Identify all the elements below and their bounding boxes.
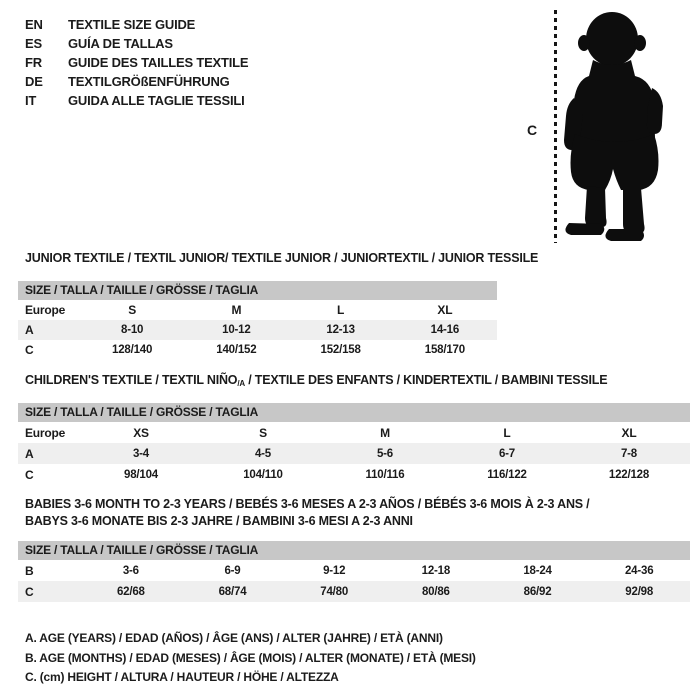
size-cell: L <box>503 425 511 440</box>
junior-table-title: JUNIOR TEXTILE / TEXTIL JUNIOR/ TEXTILE JUNIOR / JUNIORTEXTIL / JUNIOR TESSILE <box>25 251 539 265</box>
lang-code: ES <box>25 36 42 51</box>
height-cell: 98/104 <box>124 468 158 481</box>
size-cell: L <box>337 303 345 317</box>
age-cell: 8-10 <box>121 324 144 336</box>
measure-legend <box>25 629 476 688</box>
row-label: Europe <box>25 425 66 440</box>
size-header-bar: SIZE / TALLA / TAILLE / GRÖSSE / TAGLIA <box>18 541 690 560</box>
height-cell: 92/98 <box>625 585 654 598</box>
children-size-table <box>18 403 690 485</box>
size-cell: M <box>231 303 242 317</box>
junior-size-table <box>18 281 497 360</box>
height-cell: 140/152 <box>216 344 257 356</box>
age-cell: 6-7 <box>498 447 516 460</box>
age-cell: 12-13 <box>326 324 355 336</box>
age-cell: 18-24 <box>523 564 552 577</box>
measure-label-c: C <box>527 122 537 138</box>
age-cell: 6-9 <box>224 564 241 577</box>
size-cell: XL <box>437 303 453 317</box>
size-cell: S <box>128 303 137 317</box>
age-cell: 7-8 <box>620 447 638 460</box>
children-title-post: / TEXTILE DES ENFANTS / KINDERTEXTIL / BAMBINI TESSILE <box>244 373 608 387</box>
row-label: C <box>25 584 34 599</box>
height-dotted-line <box>554 10 557 243</box>
height-cell: 74/80 <box>320 585 349 598</box>
row-label: C <box>25 343 34 357</box>
height-cell: 128/140 <box>112 344 153 356</box>
age-cell: 24-36 <box>624 564 654 577</box>
table-row <box>18 443 690 464</box>
children-table-title <box>25 373 607 388</box>
lang-label: GUIDE DES TAILLES TEXTILE <box>68 55 249 70</box>
height-cell: 62/68 <box>116 585 145 598</box>
babies-table-title <box>25 496 589 530</box>
row-label: A <box>25 323 34 337</box>
age-cell: 3-4 <box>132 447 150 460</box>
height-cell: 86/92 <box>523 585 552 598</box>
age-cell: 3-6 <box>122 564 139 577</box>
row-label: Europe <box>25 303 66 317</box>
table-row <box>18 320 497 340</box>
table-row <box>18 464 690 485</box>
height-cell: 104/110 <box>243 468 283 481</box>
lang-label: GUÍA DE TALLAS <box>68 36 173 51</box>
size-cell: XL <box>621 425 637 440</box>
height-cell: 68/74 <box>218 585 247 598</box>
legend-line-a: A. AGE (YEARS) / EDAD (AÑOS) / ÂGE (ANS) / ALTER (JAHRE) / ETÀ (ANNI) <box>25 631 443 645</box>
height-cell: 158/170 <box>424 344 465 356</box>
children-title-pre: CHILDREN'S TEXTILE / TEXTIL NIÑO <box>25 373 238 387</box>
row-label: A <box>25 446 34 461</box>
babies-title-line2: BABYS 3-6 MONATE BIS 2-3 JAHRE / BAMBINI 3-6 MESI A 2-3 ANNI <box>25 514 413 528</box>
size-cell: S <box>259 425 267 440</box>
lang-code: IT <box>25 93 37 108</box>
height-cell: 80/86 <box>421 585 450 598</box>
legend-line-b: B. AGE (MONTHS) / EDAD (MESES) / ÂGE (MOIS) / ALTER (MONATE) / ETÀ (MESI) <box>25 650 476 665</box>
height-measure-figure <box>0 0 700 250</box>
baby-silhouette-icon <box>563 8 685 246</box>
size-cell: XS <box>133 425 149 440</box>
row-label: B <box>25 563 34 578</box>
height-cell: 110/116 <box>365 468 405 481</box>
table-row <box>18 340 497 360</box>
lang-code: FR <box>25 55 42 70</box>
height-cell: 116/122 <box>487 468 527 481</box>
size-header-bar: SIZE / TALLA / TAILLE / GRÖSSE / TAGLIA <box>18 403 690 422</box>
lang-code: DE <box>25 74 43 89</box>
babies-title-line1: BABIES 3-6 MONTH TO 2-3 YEARS / BEBÉS 3-6 MESES A 2-3 AÑOS / BÉBÉS 3-6 MOIS À 2-3 ANS / <box>25 497 590 511</box>
age-cell: 9-12 <box>323 564 346 577</box>
babies-size-table <box>18 541 690 602</box>
size-header-bar: SIZE / TALLA / TAILLE / GRÖSSE / TAGLIA <box>18 281 497 300</box>
age-cell: 14-16 <box>430 324 460 336</box>
age-cell: 5-6 <box>376 447 394 460</box>
height-cell: 152/158 <box>320 344 361 356</box>
lang-label: GUIDA ALLE TAGLIE TESSILI <box>68 93 245 108</box>
height-cell: 122/128 <box>608 468 650 481</box>
lang-label: TEXTILE SIZE GUIDE <box>68 17 196 32</box>
age-cell: 12-18 <box>421 564 451 577</box>
row-label: C <box>25 467 34 482</box>
table-row <box>18 560 690 581</box>
legend-line-c: C. (cm) HEIGHT / ALTURA / HAUTEUR / HÖHE / ALTEZZA <box>25 670 339 684</box>
lang-label: TEXTILGRÖßENFÜHRUNG <box>68 74 230 89</box>
table-row <box>18 581 690 602</box>
children-title-sub: /A <box>237 379 245 388</box>
table-row <box>18 422 690 443</box>
age-cell: 4-5 <box>254 447 272 460</box>
table-row <box>18 300 497 320</box>
lang-code: EN <box>25 17 43 32</box>
size-cell: M <box>380 425 390 440</box>
age-cell: 10-12 <box>222 324 251 336</box>
